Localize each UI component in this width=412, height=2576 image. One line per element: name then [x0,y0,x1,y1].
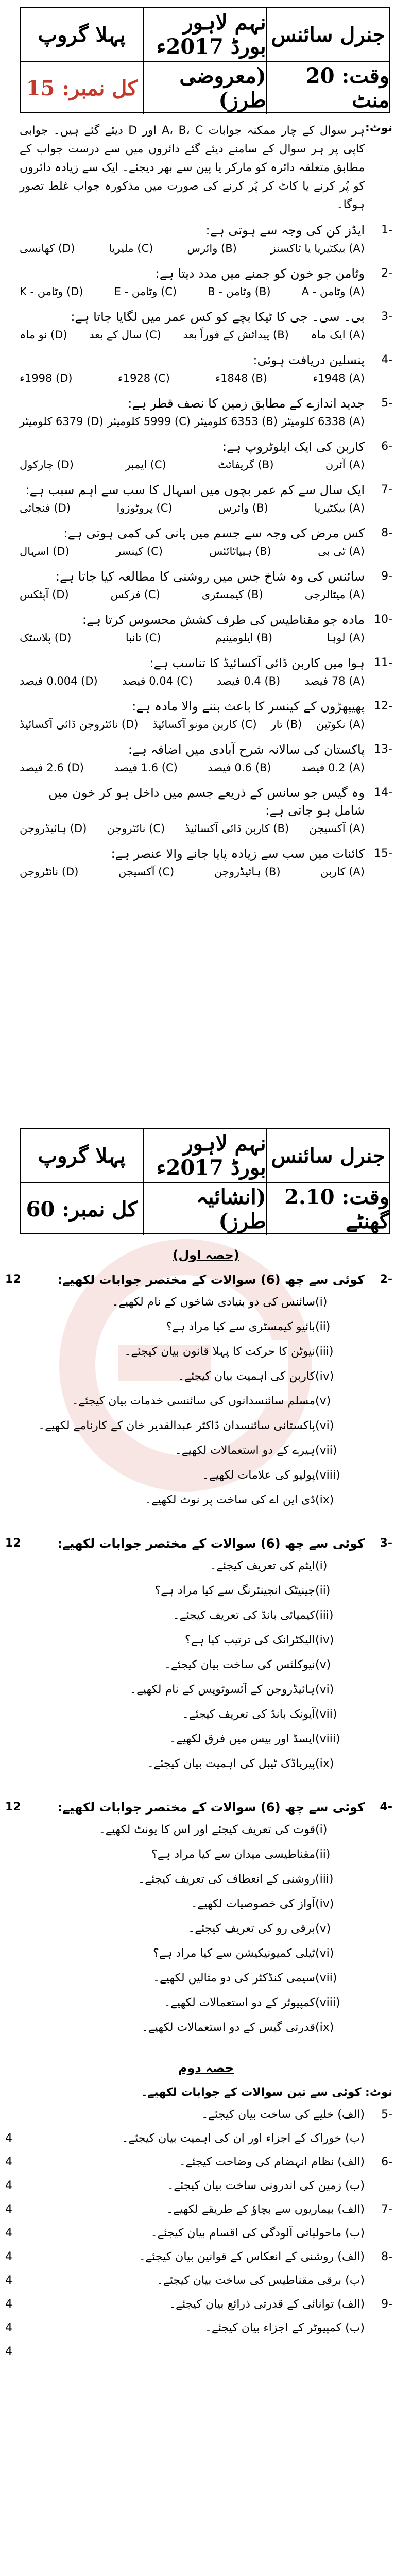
objective-header [20,7,390,113]
block-instruction: کوئی سے چھ (6) سوالات کے مختصر جوابات لکھیے: [57,1800,365,1815]
sub-question-text: ایسڈ اور بیس میں فرق لکھیے۔ [169,1733,315,1745]
sub-question [20,1842,346,1867]
marks-value: 12 [5,1273,21,1286]
mcq-option: (B) کیمسٹری [201,588,263,601]
question-number: 10- [374,613,392,626]
mcq-option: (D) نائٹروجن ڈائی آکسائیڈ [20,718,139,731]
sub-question-number: (vi) [315,1947,334,1960]
mcq-question [20,698,392,734]
question-text: کائنات میں سب سے زیادہ پایا جانے والا عنصر ہے: [111,846,365,861]
question-number: 8- [381,527,392,539]
sub-question [20,1702,346,1727]
sub-question-number: (iii) [315,1345,334,1358]
mcq-option: (A) آئرن [325,459,365,471]
sub-question [20,1818,346,1842]
sub-question [20,1991,346,2015]
sub-question-text: روشنی کے انعطاف کی تعریف کیجئے۔ [138,1873,315,1886]
question-number: 9- [381,570,392,583]
mcq-option: (A) لوہا [327,632,365,644]
sub-question-number: (vii) [315,1708,337,1721]
mcq-option: (D) چارکول [20,459,74,471]
sub-question-number: (viii) [315,1733,340,1745]
mcq-option: (A) میٹالرجی [304,588,365,601]
sub-question [20,2015,346,2040]
marks-value: 4 [5,2321,12,2334]
mcq-option: (C) ملیریا [109,242,153,255]
mcq-options [20,758,365,777]
question-text: پنسلین دریافت ہوئی: [253,353,365,367]
mcq-option: (D) 0.004 فیصد [20,675,98,687]
question-number: 5- [381,397,392,410]
part-one-label: (حصہ اول) [173,1248,239,1262]
mcq-question [20,438,392,474]
question-number: 7- [381,483,392,496]
part-two-note: نوٹ: کوئی سے تین سوالات کے جوابات لکھیے۔ [141,2086,392,2099]
sub-question-number: (vi) [315,1419,334,1432]
sub-question-number: (vii) [315,1972,337,1985]
sub-question-text: ہائیڈروجن کے آئسوٹوپس کے نام لکھیے۔ [130,1683,315,1696]
sub-question-text: پولیو کی علامات لکھیے۔ [202,1469,315,1482]
mcq-options [20,819,365,838]
mcq-option: (D) نو ماہ [20,329,67,341]
sub-question [20,1315,346,1340]
mcq-option: (D) ہائیڈروجن [20,822,87,835]
block-instruction: کوئی سے چھ (6) سوالات کے مختصر جوابات لکھیے: [57,1536,365,1551]
mcq-option: (B) تار [271,718,302,731]
sub-question-number: (iv) [315,1897,334,1910]
sub-question-number: (iii) [315,1873,334,1886]
sub-question-text: ایٹم کی تعریف کیجئے۔ [210,1560,315,1572]
mcq-options [20,412,365,431]
sub-question [20,1554,346,1579]
question-text: وٹامن جو خون کو جمنے میں مدد دیتا ہے: [155,266,365,281]
mcq-option: (C) کینسر [116,545,163,557]
marks-value: 4 [5,2203,12,2216]
mcq-question [20,845,392,881]
header-subject: جنرل سائنس [271,22,386,47]
mcq-option: (D) 1998ء [20,372,73,384]
sub-question-text: مقناطیسی میدان سے کیا مراد ہے؟ [151,1848,315,1861]
mcq-question [20,524,392,561]
marks-value: 12 [5,1801,21,1814]
mcq-options [20,542,365,561]
mcq-option: (B) 6353 کلومیٹر [195,415,278,428]
sub-question [20,1727,346,1752]
header-style: (انشائیہ طرز) [144,1183,267,1235]
mcq-question [20,265,392,301]
sub-question-number: (iv) [315,1634,334,1647]
long-question-text: (ب) خوراک کے اجزاء اور ان کی اہمیت بیان کیجئے۔ [122,2132,365,2145]
sub-question-number: (i) [315,1296,328,1309]
mcq-option: (B) ہیپاٹائٹس [209,545,271,557]
sub-question-text: کاربن کی اہمیت بیان کیجئے۔ [178,1370,315,1383]
question-number: 2- [381,267,392,280]
mcq-option: (C) آکسیجن [118,866,175,878]
sub-question-number: (i) [315,1560,328,1572]
header-subject: جنرل سائنس [271,1143,386,1168]
short-question-blocks [5,1269,392,2040]
sub-question-number: (ix) [315,1757,334,1770]
mcq-options [20,499,365,517]
question-text: وہ گیس جو سانس کے ذریعے جسم میں داخل ہو کر خون میں شامل ہو جاتی ہے: [48,786,365,818]
question-text: پھیپھڑوں کے کینسر کا باعث بننے والا مادہ ہے: [132,699,365,714]
mcq-option: (B) گریفائٹ [218,459,274,471]
mcq-option: (B) کاربن ڈائی آکسائیڈ [185,822,289,835]
mcq-list [20,222,392,881]
sub-question-number: (ii) [315,1320,331,1333]
mcq-option: (B) 0.6 فیصد [208,761,271,774]
mcq-option: (D) فنجائی [20,502,71,514]
sub-question-text: مسلم سائنسدانوں کی سائنسی خدمات بیان کیجئے۔ [72,1395,315,1408]
mcq-option: (D) وٹامن - K [20,285,83,298]
mcq-options [20,585,365,604]
long-question-text: (ب) زمین کی اندرونی ساخت بیان کیجئے۔ [167,2179,365,2192]
question-text: پاکستان کی سالانہ شرح آبادی میں اضافہ ہے: [128,742,365,757]
sub-question-text: نیوکلئس کی ساخت بیان کیجئے۔ [164,1658,315,1671]
mcq-option: (A) 0.2 فیصد [301,761,365,774]
mcq-options [20,629,365,647]
marks-value: 4 [5,2250,12,2263]
mcq-question [20,611,392,647]
sub-question-text: پاکستانی سائنسدان ڈاکٹر عبدالقدیر خان کے کارنامے لکھیے۔ [38,1419,315,1432]
long-question-text: (الف) نظام انہضام کی وضاحت کیجئے۔ [179,2156,365,2168]
mcq-options [20,455,365,474]
sub-question [20,1364,346,1389]
question-text: جدید اندازے کے مطابق زمین کا نصف قطر ہے: [128,396,365,411]
mcq-question [20,784,392,838]
question-number: 11- [374,656,392,669]
question-text: ایڈز کن کی وجہ سے ہوتی ہے: [205,223,365,238]
question-number: 7- [381,2203,392,2216]
marks-value: 4 [5,2132,12,2145]
header-time: وقت: 20 منٹ [305,64,389,112]
block-title [5,1533,392,1554]
sub-question-text: پیریاڈک ٹیبل کی اہمیت بیان کیجئے۔ [147,1757,315,1770]
sub-question-number: (v) [315,1922,331,1935]
mcq-option: (C) کاربن مونو آکسائیڈ [152,718,257,731]
long-question-text: (ب) ماحولیاتی آلودگی کی اقسام بیان کیجئے۔ [150,2227,365,2240]
long-question-text: (ب) کمپیوٹر کے اجزاء بیان کیجئے۔ [205,2321,365,2334]
block-instruction: کوئی سے چھ (6) سوالات کے مختصر جوابات لکھیے: [57,1273,365,1287]
sub-question-number: (iv) [315,1370,334,1383]
question-number: 3- [380,1537,392,1550]
marks-value: 12 [5,1537,21,1550]
mcq-option: (A) 6338 کلومیٹر [282,415,365,428]
mcq-option: (B) 0.4 فیصد [217,675,281,687]
sub-question [20,1628,346,1653]
mcq-question [20,308,392,344]
header-marks: کل نمبر: 60 [21,1183,144,1235]
sub-question-text: قوت کی تعریف کیجئے اور اس کا یونٹ لکھیے۔ [98,1823,315,1836]
question-number: 4- [380,1801,392,1814]
question-text: بی۔ سی۔ جی کا ٹیکا بچے کو کس عمر میں لگایا جاتا ہے: [71,310,365,324]
sub-question-number: (v) [315,1658,331,1671]
sub-question-number: (v) [315,1395,331,1408]
sub-question-text: ٹیلی کمیونیکیشن سے کیا مراد ہے؟ [153,1947,315,1960]
mcq-option: (C) تانبا [125,632,161,644]
long-question-text: (الف) روشنی کے انعکاس کے قوانین بیان کیجئے۔ [139,2250,365,2263]
sub-question [20,1917,346,1941]
sub-question-text: کیمیائی بانڈ کی تعریف کیجئے۔ [173,1609,315,1622]
long-question-text: (ب) برقی مقناطیس کی ساخت بیان کیجئے۔ [157,2274,365,2287]
sub-question-text: آیونک بانڈ کی تعریف کیجئے۔ [182,1708,315,1721]
short-question-block [5,1269,392,1513]
question-number: 14- [374,786,392,799]
sub-question-number: (ix) [315,2021,334,2034]
mcq-option: (B) وائرس [218,502,268,514]
mcq-question [20,481,392,517]
sub-question [20,1488,346,1513]
question-number: 6- [381,2156,392,2168]
sub-question [20,1463,346,1488]
sub-question [20,1438,346,1463]
mcq-option: (A) وٹامن - A [301,285,365,298]
mcq-option: (B) پیدائش کے فوراً بعد [183,329,289,341]
header-group: پہلا گروپ [21,8,144,61]
sub-question-text: ڈی این اے کی ساخت پر نوٹ لکھیے۔ [145,1494,315,1506]
sub-question [20,1290,346,1315]
mcq-option: (A) 1948ء [313,372,365,384]
sub-question-text: برقی رو کی تعریف کیجئے۔ [188,1922,315,1935]
question-number: 9- [381,2298,392,2311]
mcq-option: (A) 78 فیصد [304,675,365,687]
objective-section [20,122,392,881]
sub-question-text: بائیو کیمسٹری سے کیا مراد ہے؟ [166,1320,315,1333]
mcq-options [20,369,365,387]
header-time: وقت: 2.10 گھنٹے [284,1185,389,1233]
mcq-options [20,672,365,690]
sub-question [20,1340,346,1364]
sub-question-number: (ii) [315,1848,331,1861]
mcq-option: (B) وٹامن - B [208,285,271,298]
mcq-option: (A) بیکٹیریا یا ٹاکسنز [270,242,365,255]
mcq-option: (D) آپٹکس [20,588,69,601]
mcq-option: (D) 2.6 فیصد [20,761,84,774]
mcq-question [20,222,392,258]
mcq-option: (D) پلاسٹک [20,632,72,644]
question-number: 5- [381,2108,392,2121]
header-group: پہلا گروپ [21,1129,144,1182]
long-question-list [5,2103,392,2358]
mcq-question [20,568,392,604]
sub-question-number: (viii) [315,1469,340,1482]
question-number: 12- [374,700,392,713]
mcq-option: (A) کاربن [320,866,365,878]
mcq-option: (A) نکوٹین [316,718,365,731]
mcq-option: (D) کھانسی [20,242,75,255]
subjective-section [5,1243,392,2358]
question-number: 2- [380,1273,392,1286]
mcq-option: (A) ایک ماہ [311,329,365,341]
sub-question-text: ہیرے کے دو استعمالات لکھیے۔ [175,1444,315,1457]
sub-question-text: آواز کی خصوصیات لکھیے۔ [191,1897,315,1910]
mcq-options [20,282,365,301]
question-text: ایک سال سے کم عمر بچوں میں اسہال کا سب سے اہم سبب ہے: [25,483,365,497]
marks-value: 4 [5,2156,12,2168]
sub-question-text: الیکٹرانک کی ترتیب کیا ہے؟ [185,1634,315,1647]
header-style: (معروضی طرز) [144,62,267,114]
long-question-text: (الف) توانائی کے قدرتی ذرائع بیان کیجئے۔ [169,2298,365,2311]
sub-question-number: (viii) [315,1996,340,2009]
sub-question [20,1603,346,1628]
note-text: ہر سوال کے چار ممکنہ جوابات A، B، C اور D دیئے گئے ہیں۔ جوابی کاپی پر ہر سوال کے سامنے دیئے گئے دائروں میں سے درست جواب کے مطابق متعلقہ دائرہ کو مارکر یا پین سے بھر دیجئے۔ ایک سے زیادہ دائروں کو پُر کرنے یا کاٹ کر پُر کرنے کی صورت میں مذکورہ جواب غلط تصور ہوگا۔ [20,124,365,211]
mcq-option: (D) 6379 کلومیٹر [20,415,104,428]
long-question-text: (الف) خلیے کی ساخت بیان کیجئے۔ [201,2108,365,2121]
sub-question [20,1579,346,1603]
sub-question-text: کمپیوٹر کے دو استعمالات لکھیے۔ [164,1996,315,2009]
sub-question-number: (ix) [315,1494,334,1506]
subjective-header [20,1128,390,1234]
mcq-option: (D) اسہال [20,545,70,557]
short-question-block [5,1533,392,1776]
sub-question-text: سائنس کی دو بنیادی شاخوں کے نام لکھیے۔ [112,1296,315,1309]
sub-question [20,1867,346,1892]
sub-question [20,1677,346,1702]
mcq-option: (C) 0.04 فیصد [122,675,193,687]
mcq-option: (C) ایمبر [125,459,166,471]
sub-question-text: قدرتی گیس کے دو استعمالات لکھیے۔ [142,2021,315,2034]
sub-question [20,1966,346,1991]
short-question-block [5,1797,392,2040]
sub-question-number: (ii) [315,1584,331,1597]
mcq-option: (C) سال کے بعد [89,329,161,341]
header-board: نہم لاہور بورڈ 2017ء [144,1129,267,1182]
question-number: 15- [374,847,392,860]
sub-question-number: (vii) [315,1444,337,1457]
sub-question-number: (vi) [315,1683,334,1696]
block-title [5,1269,392,1290]
question-text: کس مرض کی وجہ سے جسم میں پانی کی کمی ہوتی ہے: [63,526,365,540]
question-number: 13- [374,743,392,756]
mcq-option: (A) ٹی بی [318,545,365,557]
sub-question-text: سیمی کنڈکٹر کی دو مثالیں لکھیے۔ [153,1972,315,1985]
mcq-options [20,862,365,881]
question-number: 4- [381,353,392,366]
question-text: مادہ جو مقناطیس کی طرف کشش محسوس کرتا ہے: [82,613,365,627]
mcq-option: (A) بیکٹیریا [314,502,365,514]
sub-question [20,1941,346,1966]
marks-value: 4 [5,2227,12,2240]
mcq-question [20,351,392,387]
mcq-option: (C) 1.6 فیصد [114,761,178,774]
sub-question [20,1752,346,1776]
marks-value: 4 [5,2345,12,2358]
mcq-option: (B) ایلومینیم [215,632,273,644]
mcq-options [20,326,365,344]
mcq-options [20,239,365,258]
mcq-option: (C) فزکس [110,588,160,601]
marks-value: 4 [5,2298,12,2311]
sub-question [20,1892,346,1917]
sub-question [20,1414,346,1438]
sub-question [20,1389,346,1414]
header-marks: کل نمبر: 15 [21,62,144,114]
question-text: ہوا میں کاربن ڈائی آکسائیڈ کا تناسب ہے: [149,656,365,670]
question-text: سائنس کی وہ شاخ جس میں روشنی کا مطالعہ کیا جاتا ہے: [55,569,365,584]
part-two-label: حصہ دوم [178,2061,234,2075]
long-question-text: (الف) بیماریوں سے بچاؤ کے طریقے لکھیے۔ [166,2203,365,2216]
sub-question-text: نیوٹن کا حرکت کا پہلا قانون بیان کیجئے۔ [124,1345,315,1358]
mcq-option: (C) 5999 کلومیٹر [107,415,191,428]
mcq-options [20,715,365,734]
mcq-option: (B) ہائیڈروجن [214,866,281,878]
block-title [5,1797,392,1818]
mcq-option: (C) 1928ء [117,372,170,384]
mcq-option: (B) 1848ء [215,372,267,384]
sub-question [20,1653,346,1677]
note-label: نوٹ: [365,122,392,134]
sub-question-number: (i) [315,1823,328,1836]
question-text: کاربن کی ایک ایلوٹروپ ہے: [222,439,365,454]
question-number: 3- [381,310,392,323]
marks-value: 4 [5,2179,12,2192]
mcq-question [20,395,392,431]
question-number: 1- [381,224,392,236]
sub-question-number: (iii) [315,1609,334,1622]
marks-value: 4 [5,2274,12,2287]
mcq-question [20,654,392,690]
long-question [5,2316,392,2358]
sub-question-text: جینیٹک انجینئرنگ سے کیا مراد ہے؟ [154,1584,315,1597]
question-number: 8- [381,2250,392,2263]
mcq-option: (B) وائرس [187,242,237,255]
mcq-question [20,741,392,777]
mcq-option: (C) وٹامن - E [114,285,177,298]
header-board: نہم لاہور بورڈ 2017ء [144,8,267,61]
mcq-option: (D) نائٹروجن [20,866,79,878]
question-number: 6- [381,440,392,453]
mcq-option: (A) آکسیجن [309,822,365,835]
mcq-option: (C) پروٹوزوا [116,502,173,514]
mcq-option: (C) نائٹروجن [107,822,165,835]
